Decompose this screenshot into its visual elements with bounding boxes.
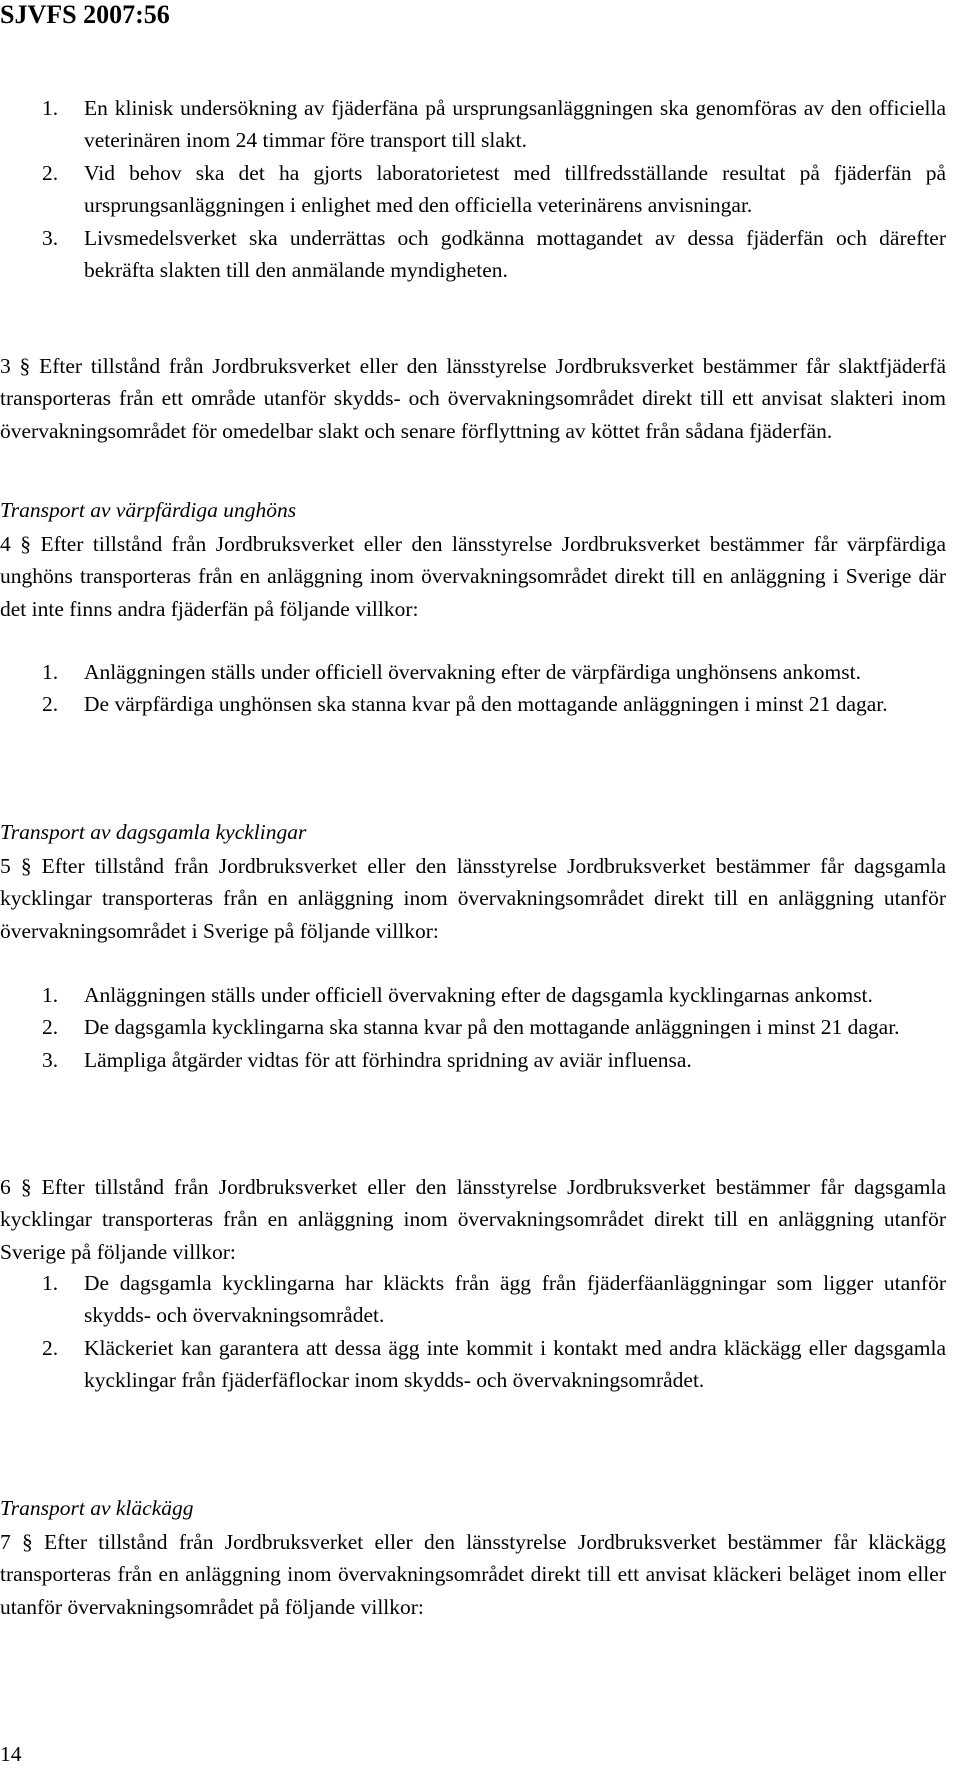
list-item-number: 3.: [42, 1047, 59, 1072]
section-6-paragraph: 6 § Efter tillstånd från Jordbruksverket eller den länsstyrelse Jordbruksverket bestämmer får dagsgamla kycklingar transporteras från en anläggning inom övervakningsområdet direkt till en anläggning utanför Sverige på följande villkor:: [0, 1175, 946, 1264]
heading-pullets: Transport av värpfärdiga unghöns: [0, 498, 297, 522]
list-item-number: 2.: [42, 1015, 59, 1040]
list-item-text: Lämpliga åtgärder vidtas för att förhindra spridning av aviär influensa.: [84, 1047, 692, 1072]
conditions-list-export-chicks: [0, 1267, 946, 1397]
list-item: [0, 979, 946, 1011]
conditions-list-pullets: [0, 656, 946, 721]
conditions-list-slaughter: [0, 92, 946, 286]
list-item-text: De dagsgamla kycklingarna ska stanna kvar på den mottagande anläggningen i minst 21 dagar.: [84, 1015, 900, 1040]
section-3-paragraph: 3 § Efter tillstånd från Jordbruksverket eller den länsstyrelse Jordbruksverket bestämmer får slaktfjäderfä transporteras från ett område utanför skydds- och övervakningsområdet direkt till ett anvisat slakteri inom övervakningsområdet för omedelbar slakt och senare förflyttning av köttet från sådana fjäderfän.: [0, 354, 946, 443]
list-item-text: Kläckeriet kan garantera att dessa ägg inte kommit i kontakt med andra kläckägg eller dagsgamla kycklingar från fjäderfäflockar inom skydds- och övervakningsområdet.: [84, 1335, 946, 1393]
list-item-number: 1.: [42, 660, 59, 684]
list-item-number: 2.: [42, 1335, 59, 1360]
list-item-number: 1.: [42, 96, 59, 120]
list-item: [0, 222, 946, 287]
list-item-text: Anläggningen ställs under officiell övervakning efter de dagsgamla kycklingarnas ankomst.: [84, 983, 873, 1007]
list-item: [0, 1332, 946, 1397]
list-item-number: 2.: [42, 692, 59, 717]
section-5-paragraph: 5 § Efter tillstånd från Jordbruksverket eller den länsstyrelse Jordbruksverket bestämmer får dagsgamla kycklingar transporteras från en anläggning inom övervakningsområdet direkt till en anläggning utanför övervakningsområdet i Sverige på följande villkor:: [0, 854, 946, 943]
list-item-number: 3.: [42, 225, 59, 250]
list-item-number: 1.: [42, 1271, 59, 1295]
list-item-number: 1.: [42, 983, 59, 1007]
list-item: [0, 656, 946, 688]
list-item: [0, 1267, 946, 1332]
list-item-text: En klinisk undersökning av fjäderfäna på ursprungsanläggningen ska genomföras av den officiella veterinären inom 24 timmar före transport till slakt.: [84, 96, 946, 153]
list-item-text: Anläggningen ställs under officiell övervakning efter de värpfärdiga unghönsens ankomst.: [84, 660, 861, 684]
list-item-text: Vid behov ska det ha gjorts laboratorietest med tillfredsställande resultat på fjäderfän på ursprungsanläggningen i enlighet med den officiella veterinärens anvisningar.: [84, 160, 946, 218]
section-7-paragraph: 7 § Efter tillstånd från Jordbruksverket eller den länsstyrelse Jordbruksverket bestämmer får kläckägg transporteras från en anläggning inom övervakningsområdet direkt till ett anvisat kläckeri beläget inom eller utanför övervakningsområdet på följande villkor:: [0, 1530, 946, 1619]
list-item: [0, 688, 946, 720]
heading-day-old-chicks: Transport av dagsgamla kycklingar: [0, 820, 307, 844]
list-item-text: Livsmedelsverket ska underrättas och godkänna mottagandet av dessa fjäderfän och därefter bekräfta slakten till den anmälande myndigheten.: [84, 225, 946, 283]
list-item-number: 2.: [42, 160, 59, 185]
list-item: [0, 1044, 946, 1076]
document-reference: SJVFS 2007:56: [0, 0, 170, 29]
list-item: [0, 1011, 946, 1043]
heading-hatching-eggs: Transport av kläckägg: [0, 1496, 194, 1520]
conditions-list-day-old-chicks: [0, 979, 946, 1076]
page-number: 14: [0, 1742, 22, 1766]
section-4-paragraph: 4 § Efter tillstånd från Jordbruksverket eller den länsstyrelse Jordbruksverket bestämmer får värpfärdiga unghöns transporteras från en anläggning inom övervakningsområdet direkt till en anläggning i Sverige där det inte finns andra fjäderfän på följande villkor:: [0, 532, 946, 621]
list-item-text: De dagsgamla kycklingarna har kläckts från ägg från fjäderfäanläggningar som ligger utanför skydds- och övervakningsområdet.: [84, 1271, 946, 1328]
list-item-text: De värpfärdiga unghönsen ska stanna kvar på den mottagande anläggningen i minst 21 dagar.: [84, 692, 888, 717]
list-item: [0, 157, 946, 222]
list-item: [0, 92, 946, 157]
